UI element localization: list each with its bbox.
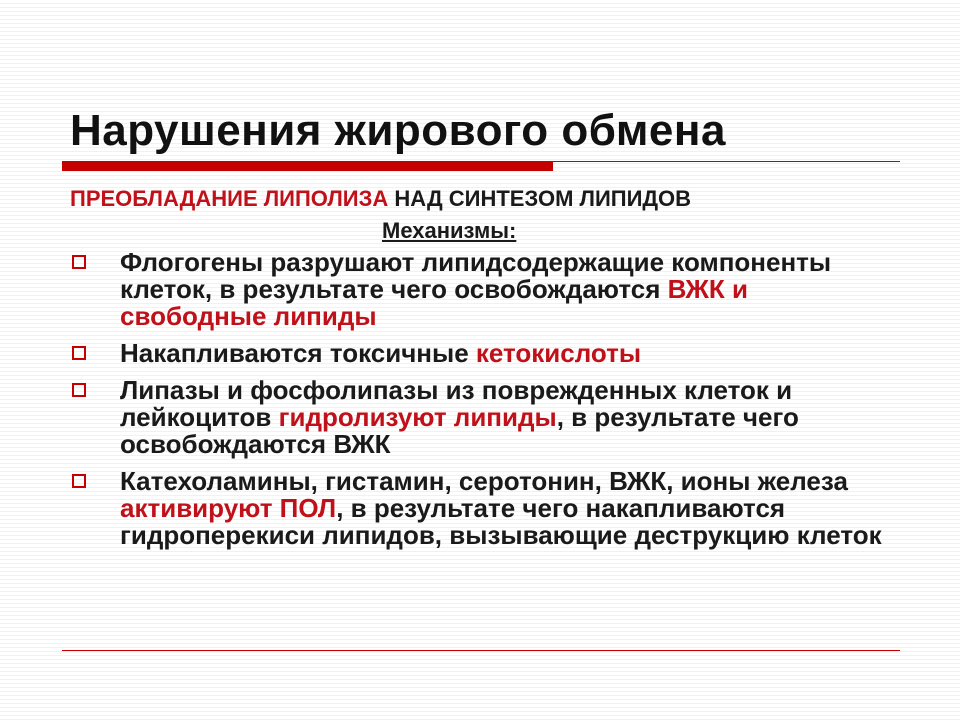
bullet-highlight: ВЖК и свободные липиды [120,274,748,331]
bullet-item [70,340,890,367]
bullet-item [70,249,890,330]
slide-title: Нарушения жирового обмена [70,106,726,155]
subtitle-highlight: ПРЕОБЛАДАНИЕ ЛИПОЛИЗА [70,186,389,211]
slide-subtitle [70,186,691,212]
mechanisms-heading: Механизмы: [382,218,517,243]
bullet-list [70,249,890,559]
bullet-text: Липазы и фосфолипазы из поврежденных клеток и лейкоцитов [120,375,793,432]
bullet-item [70,377,890,458]
subtitle-rest: НАД СИНТЕЗОМ ЛИПИДОВ [388,186,692,211]
bullet-highlight: кетокислоты [475,338,642,368]
bullet-highlight: гидролизуют липиды [278,402,557,432]
bullet-text: Флогогены разрушают липидсодержащие компоненты клеток, в результате чего освобождаются [120,247,832,304]
hollow-square-icon [72,474,86,488]
bullet-text: Катехоламины, гистамин, серотонин, ВЖК, ионы железа [120,466,848,496]
title-accent-bar [62,162,553,171]
footer-divider-line [62,650,900,651]
bullet-text: Накапливаются токсичные [120,338,476,368]
bullet-text-after: , в результате чего освобождаются ВЖК [120,402,799,459]
hollow-square-icon [72,346,86,360]
bullet-text-after: , в результате чего накапливаются гидроперекиси липидов, вызывающие деструкцию клеток [120,493,882,550]
bullet-item [70,468,890,549]
hollow-square-icon [72,255,86,269]
hollow-square-icon [72,383,86,397]
bullet-highlight: активируют ПОЛ [120,493,337,523]
